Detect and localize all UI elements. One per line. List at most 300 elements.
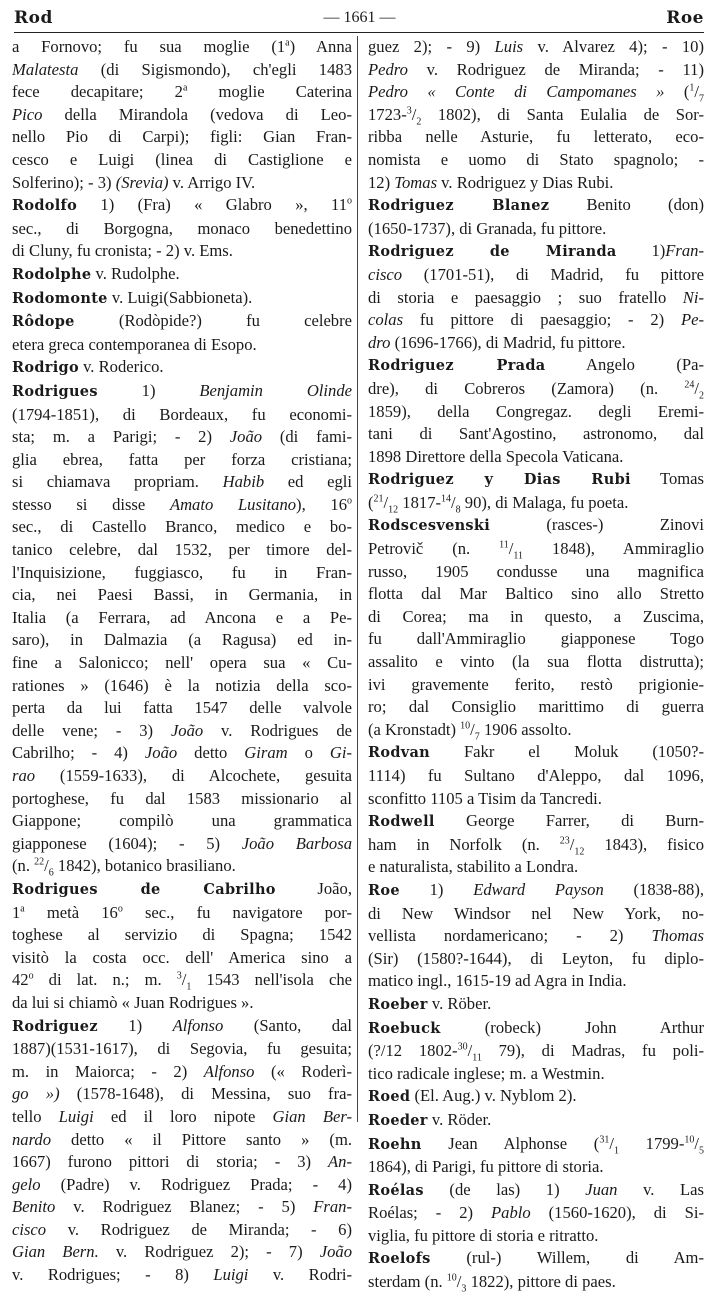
text-line	[368, 1133, 704, 1157]
entry-text: Roélas; - 2)	[368, 1203, 492, 1223]
text-line	[368, 879, 704, 903]
superscript: 10	[446, 1272, 457, 1284]
entry-text: (	[664, 82, 690, 102]
text-line	[368, 1202, 704, 1225]
entry-text: fine a Salonicco; nell' opera sua « Cu-	[12, 653, 352, 673]
text-line	[368, 788, 704, 811]
subscript: 1	[613, 1144, 619, 1156]
entry-text: 1842), botanico brasiliano.	[53, 856, 236, 876]
text-line	[368, 378, 704, 401]
entry-text: (Santo, dal	[223, 1015, 352, 1035]
subscript: 8	[455, 504, 461, 515]
text-line	[12, 449, 352, 472]
text-line	[12, 1151, 352, 1174]
entry-text: sec., fu navigatore por-	[122, 902, 352, 922]
italic-text: An-	[328, 1152, 352, 1172]
header-right-guide-word: Roe	[666, 8, 704, 28]
entry-text: v. Rodri-	[248, 1265, 352, 1285]
text-line	[368, 1040, 704, 1063]
entry-text: viglia, fu pittore di storia e ritratto.	[368, 1225, 599, 1245]
entry-headword: Roed	[368, 1088, 411, 1106]
text-line	[368, 1271, 704, 1294]
entry-text: /	[456, 1272, 462, 1292]
text-line	[12, 1219, 352, 1242]
text-line	[12, 104, 352, 127]
superscript: 3	[176, 970, 182, 982]
subscript: 1	[186, 981, 192, 992]
text-line	[368, 81, 704, 104]
italic-text: Tomas	[394, 172, 438, 192]
entry-text: /	[44, 856, 49, 876]
entry-text: 90), di Malaga, fu poeta.	[460, 492, 629, 512]
italic-text: Ni-	[682, 287, 704, 307]
entry-text: 1667) furono pittori di storia; - 3)	[12, 1152, 329, 1172]
text-line	[368, 1085, 704, 1109]
italic-text: Pedro	[368, 59, 408, 79]
italic-text: (Srevia)	[115, 172, 169, 192]
entry-text: detto « il Pittore santo » (m.	[51, 1129, 352, 1149]
entry-text: detto	[177, 743, 245, 763]
entry-text: (rasces-) Zinovi	[490, 515, 704, 535]
entry-text: perta da lui fatta 1547 delle valvole	[12, 698, 352, 718]
subscript: 12	[574, 846, 585, 857]
entry-text: 1859), della Congregaz. degli Eremi-	[368, 401, 704, 421]
entry-text: (rul-) Willem, di Am-	[430, 1248, 704, 1268]
text-line	[368, 287, 704, 310]
entry-text: Angelo (Pa-	[545, 355, 704, 375]
entry-text: (n.	[12, 856, 35, 876]
text-line	[12, 855, 352, 878]
text-line	[12, 878, 352, 902]
entry-text: 1	[12, 902, 21, 922]
text-line	[12, 59, 352, 82]
text-line	[368, 332, 704, 355]
entry-text: (	[368, 492, 374, 512]
entry-text: /	[508, 539, 514, 559]
entry-text: ), 16	[296, 494, 347, 514]
entry-text: cesco e Luigi (linea di Castiglione e	[12, 149, 352, 169]
italic-text: Luigi	[58, 1106, 94, 1126]
italic-text: Pe-	[680, 310, 704, 330]
text-line	[368, 583, 704, 606]
entry-text: (1794-1851), di Bordeaux, fu economi-	[12, 404, 352, 424]
text-line	[12, 1174, 352, 1197]
text-line	[368, 741, 704, 765]
text-line	[12, 334, 352, 357]
italic-text: Fran-	[665, 241, 704, 261]
entry-text: tani di Sant'Agostino, astronomo, dal	[368, 424, 704, 444]
text-line	[12, 1061, 352, 1084]
entry-text: di Cluny, fu cronista; - 2) v. Ems.	[12, 241, 233, 261]
entry-text: 1723-	[368, 104, 407, 124]
text-line	[368, 903, 704, 926]
entry-text: Petrovič (n.	[368, 539, 500, 559]
entry-text: (Sir) (1580?-1644), di Leyton, fu diplo-	[368, 948, 704, 968]
text-line	[12, 539, 352, 562]
text-line	[12, 1038, 352, 1061]
entry-text: v. Rodriguez y Dias Rubi.	[437, 172, 614, 192]
entry-text: assalito e vinto (la sua flotta distrutta);	[368, 652, 704, 672]
left-column	[12, 36, 352, 1287]
entry-text: v. Alvarez 4); - 10)	[523, 37, 704, 56]
text-line	[12, 426, 352, 449]
subscript: 7	[698, 93, 704, 104]
entry-text: Fakr el Moluk (1050?-	[430, 742, 704, 762]
header-left-guide-word: Rod	[14, 8, 53, 28]
entry-headword: Rodomonte	[12, 289, 108, 307]
entry-text: v. Röber.	[427, 993, 492, 1013]
italic-text: João Barbosa	[241, 833, 352, 853]
entry-text: v. Rodriguez 2); - 7)	[98, 1242, 320, 1262]
subscript: 11	[513, 550, 524, 561]
entry-text: ribba nelle Asturie, fu letterato, eco-	[368, 127, 704, 147]
entry-text: fece decapitare; 2	[12, 82, 183, 102]
entry-text: russo, 1905 condusse una magnifica	[368, 561, 704, 581]
italic-text: João	[229, 427, 263, 447]
text-line	[368, 172, 704, 195]
entry-text: v. Rodriguez de Miranda; - 11)	[407, 59, 704, 79]
italic-text: Benito	[12, 1197, 56, 1217]
entry-text: di lat. n.; m.	[33, 970, 177, 990]
italic-text: Pablo	[491, 1203, 531, 1223]
entry-text: George Farrer, di Burn-	[434, 811, 704, 831]
entry-text: metà 16	[24, 902, 118, 922]
entry-headword: Rodrigues	[12, 382, 98, 400]
entry-text: (di fami-	[262, 427, 352, 447]
italic-text: João	[319, 1242, 352, 1262]
text-line	[12, 584, 352, 607]
superscript: o	[347, 495, 352, 507]
text-line	[12, 833, 352, 856]
entry-text: di New Windsor nel New York, no-	[368, 903, 704, 923]
entry-text: 42	[12, 970, 29, 990]
entry-text: /	[694, 82, 699, 102]
entry-headword: Rodriguez Blanez	[368, 197, 550, 215]
entry-text: 1887)(1531-1617), di Segovia, fu gesuita;	[12, 1039, 352, 1059]
entry-text: (1559-1633), di Alcochete, gesuita	[35, 766, 352, 785]
running-header	[14, 4, 704, 33]
entry-text: v. Rodrigues de	[203, 720, 352, 740]
italic-text: Juan	[585, 1179, 618, 1199]
text-line	[368, 36, 704, 59]
entry-text: 1)	[97, 1015, 173, 1035]
entry-text: della Mirandola (vedova di Leo-	[42, 104, 352, 124]
text-line	[12, 240, 352, 263]
superscript: 10	[684, 1133, 695, 1145]
entry-text: v. Rudolphe.	[91, 263, 180, 283]
entry-text: (?/12 1802-	[368, 1041, 458, 1061]
italic-text: Amato Lusitano	[169, 494, 297, 514]
entry-text: /	[694, 1133, 699, 1153]
italic-text: Benjamin Olinde	[199, 380, 352, 400]
entry-text: Tomas	[630, 469, 704, 489]
entry-text: (Padre) v. Rodriguez Prada; - 4)	[40, 1174, 352, 1194]
text-line	[12, 969, 352, 992]
italic-text: Pico	[12, 104, 43, 124]
text-line	[368, 1156, 704, 1179]
entry-text: 1) (Fra) « Glabro », 11	[77, 195, 347, 215]
entry-text: fu pittore di paesaggio; - 2)	[403, 310, 681, 330]
text-line	[368, 218, 704, 241]
entry-text: (di Sigismondo), ch'egli 1483	[78, 59, 352, 79]
entry-text: dre), di Cobreros (Zamora) (n.	[368, 378, 685, 398]
entry-text: ham in Norfolk (n.	[368, 834, 560, 854]
entry-text: /	[411, 104, 417, 124]
entry-text: (El. Aug.) v. Nyblom 2).	[410, 1086, 577, 1106]
text-line	[12, 218, 352, 241]
superscript: 1	[689, 82, 695, 94]
text-line	[368, 606, 704, 629]
text-line	[368, 446, 704, 469]
italic-text: Thomas	[651, 926, 704, 946]
text-line	[368, 126, 704, 149]
text-line	[12, 471, 352, 494]
entry-headword: Roebuck	[368, 1019, 441, 1037]
entry-text: 1802), di Santa Eulalia de Sor-	[421, 104, 704, 124]
text-line	[368, 696, 704, 719]
entry-text: (« Roderì-	[254, 1061, 352, 1081]
entry-text: sec., di Castello Branco, medico e bo-	[12, 517, 352, 537]
entry-text: giapponese (1604); - 5)	[12, 833, 242, 853]
italic-text: cisco	[12, 1219, 47, 1239]
entry-text: /	[694, 378, 699, 398]
entry-text: v. Roderico.	[78, 357, 164, 377]
entry-text: João,	[275, 878, 352, 898]
entry-text: (1838-88),	[603, 879, 704, 899]
subscript: 7	[474, 731, 480, 742]
superscript: 11	[499, 539, 509, 551]
entry-text: m. in Maiorca; - 2)	[12, 1061, 204, 1081]
entry-text: 1)	[616, 241, 666, 261]
entry-text: (robeck) John Arthur	[440, 1017, 704, 1037]
text-line	[12, 149, 352, 172]
text-line	[12, 81, 352, 104]
entry-text: sec., di Borgogna, monaco benedettino	[12, 218, 352, 238]
entry-text: 1)	[399, 879, 474, 899]
italic-text: Malatesta	[12, 59, 79, 79]
text-line	[12, 1106, 352, 1129]
entry-text: ro; dal Consiglio marittimo di guerra	[368, 697, 704, 717]
text-line	[12, 675, 352, 698]
right-column	[368, 36, 704, 1294]
text-line	[368, 834, 704, 857]
text-line	[368, 538, 704, 561]
italic-text: João	[170, 720, 204, 740]
text-line	[12, 1129, 352, 1152]
entry-text: fu dall'Ammiraglio giapponese Togo	[368, 629, 704, 649]
entry-text: (de las) 1)	[423, 1179, 586, 1199]
entry-text: si chiamava propriam.	[12, 472, 223, 492]
text-line	[368, 1225, 704, 1248]
subscript: 2	[699, 390, 704, 401]
italic-text: Fran-	[313, 1197, 352, 1217]
entry-text: Benito (don)	[549, 195, 704, 215]
entry-headword: Rodvan	[368, 744, 431, 762]
entry-text: e naturalista, stabilito a Londra.	[368, 857, 579, 877]
text-line	[12, 356, 352, 380]
entry-text: 1864), di Parigi, fu pittore di storia.	[368, 1157, 604, 1177]
entry-headword: Roélas	[368, 1181, 424, 1199]
entry-text: di storia e paesaggio ; suo fratello	[368, 287, 683, 307]
entry-headword: Roeder	[368, 1111, 428, 1129]
entry-text: 1822), pittore di paes.	[466, 1272, 616, 1292]
entry-headword: Rodriguez Prada	[368, 357, 546, 375]
entry-text: vellista nordamericano; - 2)	[368, 926, 652, 946]
text-line	[12, 1264, 352, 1287]
entry-text: nomista e uomo di Stato spagnolo; -	[368, 149, 704, 169]
text-line	[12, 720, 352, 743]
superscript: 14	[441, 493, 452, 505]
entry-text: v. Rodriguez Blanez; - 5)	[55, 1197, 314, 1217]
text-line	[368, 492, 704, 515]
entry-text: o	[287, 743, 330, 763]
entry-text: 1114) fu Sultano d'Aleppo, dal 1096,	[368, 766, 704, 785]
entry-headword: Rodriguez	[12, 1017, 98, 1035]
entry-text: v. Röder.	[427, 1109, 492, 1129]
text-line	[12, 629, 352, 652]
text-line	[368, 856, 704, 879]
superscript: o	[117, 903, 123, 915]
text-line	[368, 1063, 704, 1086]
subscript: 12	[388, 504, 399, 515]
text-line	[368, 1109, 704, 1133]
italic-text: Habib	[222, 472, 265, 492]
italic-text: Gian Bern.	[12, 1242, 99, 1262]
subscript: 6	[48, 867, 54, 878]
entry-text: flotta dal Mar Baltico sino allo Stretto	[368, 584, 704, 604]
superscript: 22	[34, 856, 45, 868]
entry-headword: Rodscesvenski	[368, 517, 491, 535]
text-line	[12, 765, 352, 788]
text-line	[12, 287, 352, 311]
text-line	[368, 149, 704, 172]
entry-text: /	[451, 492, 456, 512]
entry-headword: Rôdope	[12, 313, 75, 331]
superscript: 31	[599, 1133, 610, 1145]
text-line	[12, 810, 352, 833]
text-line	[368, 354, 704, 378]
entry-text: da lui si chiamò « Juan Rodrigues ».	[12, 992, 254, 1012]
italic-text: Alfonso	[203, 1061, 255, 1081]
entry-text: tello	[12, 1106, 59, 1126]
entry-text: etera greca contemporanea di Esopo.	[12, 334, 257, 354]
text-line	[12, 404, 352, 427]
entry-text: toghese al servizio di Spagna; 1542	[12, 925, 352, 945]
entry-text: ) Anna	[289, 37, 352, 56]
text-line	[12, 992, 352, 1015]
italic-text: rao	[12, 766, 36, 785]
italic-text: Gi-	[329, 743, 352, 763]
text-line	[368, 674, 704, 697]
entry-text: 1906 assolto.	[479, 719, 572, 739]
entry-headword: Rodrigo	[12, 359, 79, 377]
entry-headword: Rodriguez y Dias Rubi	[368, 471, 631, 489]
text-line	[368, 628, 704, 651]
italic-text: Giram	[244, 743, 288, 763]
text-line	[368, 810, 704, 834]
text-line	[368, 468, 704, 492]
entry-text: /	[569, 834, 575, 854]
subscript: 2	[416, 116, 422, 127]
entry-text: nello Pio di Carpi); figli: Gian Fran-	[12, 127, 352, 147]
italic-text: colas	[368, 310, 404, 330]
italic-text: dro	[368, 332, 391, 352]
entry-headword: Rodwell	[368, 813, 435, 831]
italic-text: Edward Payson	[473, 879, 604, 899]
text-line	[368, 1017, 704, 1041]
italic-text: Alfonso	[172, 1015, 224, 1035]
entry-text: 1)	[97, 380, 200, 400]
entry-text: visitò la costa occ. dell' America sino a	[12, 947, 352, 967]
text-line	[368, 104, 704, 127]
italic-text: cisco	[368, 264, 403, 284]
entry-text: sconfitto 1105 a Tisim da Tancredi.	[368, 788, 602, 808]
entry-headword: Roehn	[368, 1135, 422, 1153]
italic-text: Luigi	[213, 1265, 249, 1285]
subscript: 5	[698, 1144, 704, 1156]
text-line	[368, 948, 704, 971]
entry-text: a Fornovo; fu sua moglie (1	[12, 37, 286, 56]
entry-text: 1817-	[398, 492, 442, 512]
text-line	[368, 194, 704, 218]
text-line	[368, 240, 704, 264]
entry-headword: Rodrigues de Cabrilho	[12, 880, 276, 898]
entry-text: tanico celebre, dal 1532, per timore del-	[12, 540, 352, 560]
text-line	[12, 742, 352, 765]
entry-text: saro), in Dalmazia (a Ragusa) ed in-	[12, 630, 352, 650]
text-line	[368, 309, 704, 332]
text-line	[12, 516, 352, 539]
entry-text: sterdam (n.	[368, 1272, 447, 1292]
superscript: a	[285, 37, 290, 49]
page-number: — 1661 —	[323, 9, 396, 26]
text-line	[12, 263, 352, 287]
entry-text: rationes » (1646) è la notizia della sco-	[12, 675, 352, 695]
entry-text: (Rodòpide?) fu celebre	[74, 311, 352, 331]
entry-text: 1898 Direttore della Specola Vaticana.	[368, 446, 624, 466]
entry-text: (1560-1620), di Si-	[530, 1203, 704, 1223]
entry-text: ed il loro nipote	[93, 1106, 273, 1126]
entry-headword: Roeber	[368, 995, 428, 1013]
entry-text: /	[181, 970, 187, 990]
entry-text: v. Las	[617, 1179, 704, 1199]
text-line	[12, 172, 352, 195]
entry-text: cia, nei Paesi Bassi, in Germania, in	[12, 585, 352, 605]
superscript: o	[28, 970, 34, 982]
entry-text: (1578-1648), di Messina, suo fra-	[59, 1084, 352, 1104]
text-line	[12, 788, 352, 811]
text-line	[368, 423, 704, 446]
text-line	[12, 126, 352, 149]
entry-headword: Roe	[368, 881, 400, 899]
entry-text: (1701-51), di Madrid, fu pittore	[402, 264, 704, 284]
italic-text: Gian Ber-	[272, 1106, 352, 1126]
italic-text: Luis	[494, 37, 524, 56]
entry-text: di Corea; ma in questo, a Zuscima,	[368, 606, 704, 626]
text-line	[368, 925, 704, 948]
superscript: o	[347, 195, 352, 207]
text-line	[12, 607, 352, 630]
superscript: 24	[684, 379, 695, 391]
superscript: 23	[559, 835, 570, 847]
entry-headword: Roelofs	[368, 1250, 431, 1268]
entry-text: portoghese, fu dal 1583 missionario al	[12, 788, 352, 808]
text-line	[368, 59, 704, 82]
text-line	[368, 514, 704, 538]
entry-headword: Rodolfo	[12, 197, 78, 215]
entry-text: v. Arrigo IV.	[168, 172, 256, 192]
entry-text: glia ebrea, fatta per forza cristiana;	[12, 449, 352, 469]
